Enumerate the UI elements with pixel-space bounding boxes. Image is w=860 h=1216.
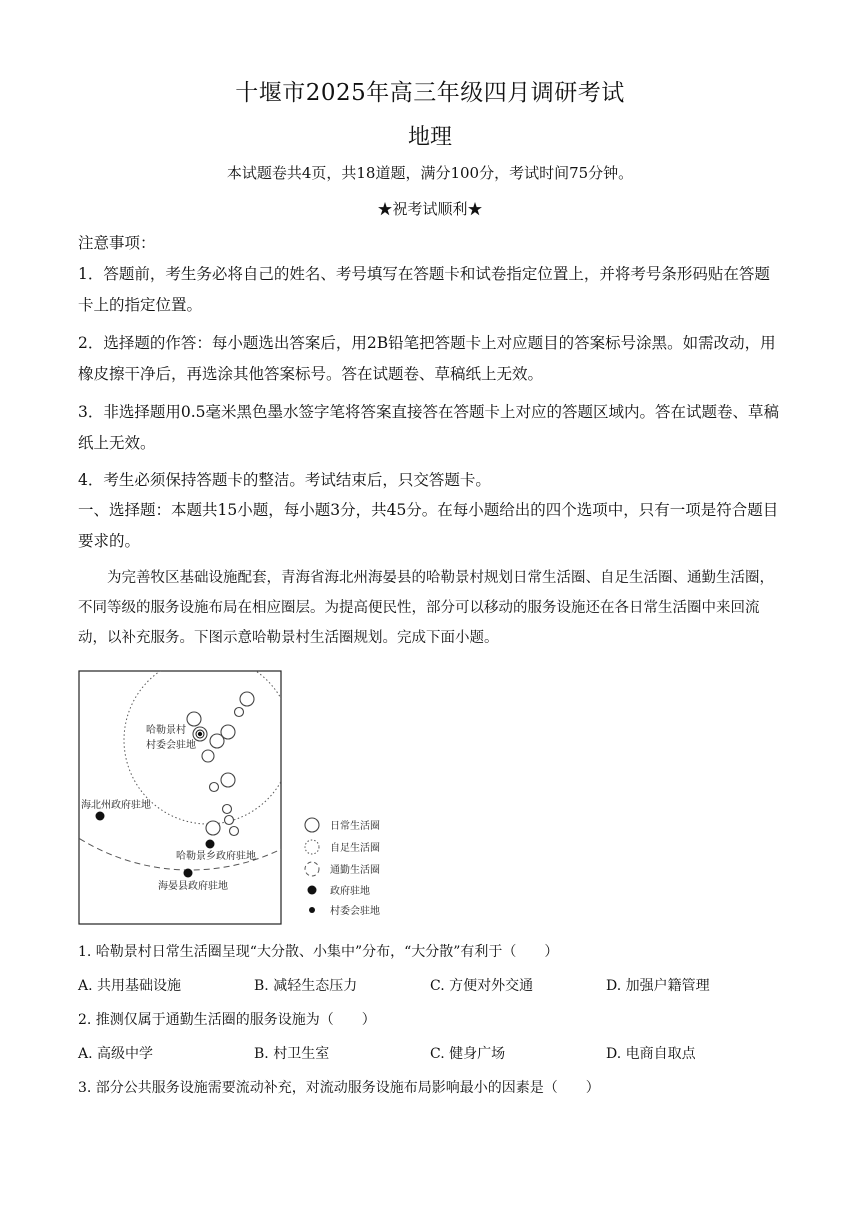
township-gov-label: 哈勒景乡政府驻地 xyxy=(176,851,256,862)
daily-circle xyxy=(230,827,239,836)
legend-government-symbol xyxy=(308,886,317,895)
daily-circle xyxy=(235,708,244,717)
life-circle-map xyxy=(78,670,398,926)
question-2-option-c: C. 健身广场 xyxy=(430,1046,506,1062)
subject-title: 地理 xyxy=(407,125,452,150)
question-intro: 为完善牧区基础设施配套，青海省海北州海晏县的哈勒景村规划日常生活圈、自足生活圈、通勤生活圈，不同等级的服务设施布局在相应圈层。为提高便民性，部分可以移动的服务设施还在各日常生活圈中来回流动，以补充服务。下图示意哈勒景村生活圈规划。完成下面小题。 xyxy=(78,570,774,646)
notice-title: 注意事项： xyxy=(78,234,156,252)
legend-commute-label: 通勤生活圈 xyxy=(330,865,380,876)
daily-circle xyxy=(210,783,219,792)
exam-info: 本试题卷共4页，共18道题，满分100分，考试时间75分钟。 xyxy=(226,164,634,182)
legend-daily-label: 日常生活圈 xyxy=(330,821,380,832)
daily-circle xyxy=(202,750,214,762)
question-1-option-b: B. 减轻生态压力 xyxy=(254,978,358,994)
question-2-option-b: B. 村卫生室 xyxy=(254,1046,330,1062)
question-1-option-d: D. 加强户籍管理 xyxy=(606,978,710,994)
legend-committee-label: 村委会驻地 xyxy=(330,906,380,917)
county-gov-label: 海晏县政府驻地 xyxy=(158,881,228,892)
question-3-stem: 3. 部分公共服务设施需要流动补充，对流动服务设施布局影响最小的因素是（ ） xyxy=(78,1080,600,1096)
legend-self-sufficient-label: 自足生活圈 xyxy=(330,843,380,854)
daily-circle xyxy=(187,712,201,726)
good-luck-line: ★祝考试顺利★ xyxy=(377,200,483,218)
notice-item-4: 4．考生必须保持答题卡的整洁。考试结束后，只交答题卡。 xyxy=(78,471,491,489)
map-legend xyxy=(305,818,380,917)
question-2-option-d: D. 电商自取点 xyxy=(606,1046,696,1062)
daily-circle xyxy=(223,805,232,814)
life-circle-map-figure xyxy=(78,670,398,926)
question-1-option-a: A. 共用基础设施 xyxy=(78,978,182,994)
legend-daily-symbol xyxy=(305,818,319,832)
notice-item-1: 1．答题前，考生务必将自己的姓名、考号填写在答题卡和试卷指定位置上，并将考号条形码贴在答题卡上的指定位置。 xyxy=(78,265,770,314)
daily-circle xyxy=(240,692,254,706)
village-committee-label: 村委会驻地 xyxy=(146,740,196,751)
question-1-option-c: C. 方便对外交通 xyxy=(430,978,534,994)
daily-circle xyxy=(221,725,235,739)
village-label: 哈勒景村 xyxy=(146,725,186,736)
legend-self-sufficient-symbol xyxy=(305,840,319,854)
prefecture-gov-label: 海北州政府驻地 xyxy=(81,800,151,811)
village-committee-marker xyxy=(198,732,202,736)
notice-item-3: 3．非选择题用0.5毫米黑色墨水签字笔将答案直接答在答题卡上对应的答题区域内。答在试题卷、草稿纸上无效。 xyxy=(78,403,780,452)
legend-government-label: 政府驻地 xyxy=(330,886,370,897)
question-2-stem: 2. 推测仅属于通勤生活圈的服务设施为（ ） xyxy=(78,1012,376,1028)
daily-circle xyxy=(225,816,234,825)
daily-circle xyxy=(206,821,220,835)
question-2-option-a: A. 高级中学 xyxy=(78,1046,154,1062)
prefecture-gov-marker xyxy=(96,812,105,821)
section-heading: 一、选择题：本题共15小题，每小题3分，共45分。在每小题给出的四个选项中，只有一项是符合题目要求的。 xyxy=(78,501,779,550)
commute-circle xyxy=(78,670,398,870)
legend-committee-symbol xyxy=(309,907,315,913)
notice-item-2: 2．选择题的作答：每小题选出答案后，用2B铅笔把答题卡上对应题目的答案标号涂黑。如需改动，用橡皮擦干净后，再选涂其他答案标号。答在试题卷、草稿纸上无效。 xyxy=(78,334,776,383)
exam-title: 十堰市2025年高三年级四月调研考试 xyxy=(235,80,625,106)
township-gov-marker xyxy=(206,840,215,849)
daily-circle xyxy=(221,773,235,787)
legend-commute-symbol xyxy=(305,862,319,876)
question-1-stem: 1. 哈勒景村日常生活圈呈现“大分散、小集中”分布，“大分散”有利于（ ） xyxy=(78,944,559,960)
county-gov-marker xyxy=(184,869,193,878)
